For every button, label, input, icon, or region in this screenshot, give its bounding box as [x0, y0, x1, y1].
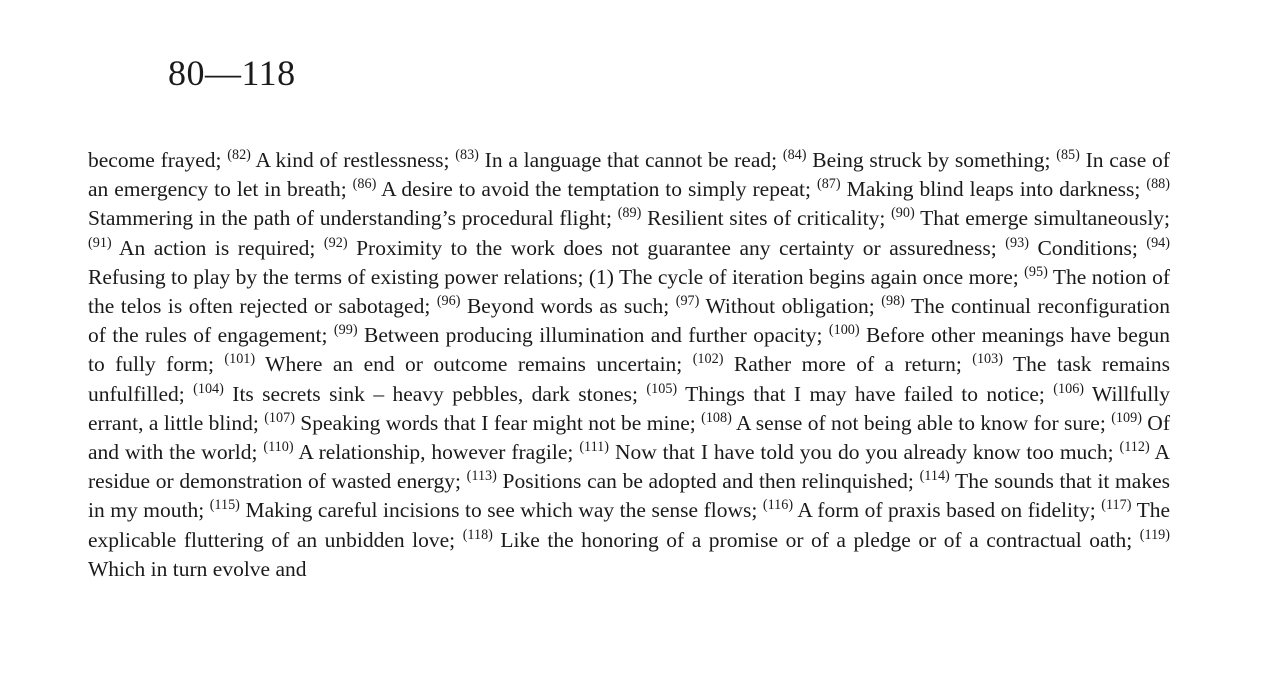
item-number: (118) — [462, 526, 493, 543]
item-number: (86) — [352, 176, 377, 193]
item-number: (103) — [972, 351, 1003, 368]
item-number: (114) — [919, 468, 950, 485]
item-number: (96) — [436, 292, 461, 309]
item-number: (88) — [1146, 176, 1170, 193]
item-number: (102) — [692, 351, 724, 368]
body-paragraph: become frayed; $^{(82)}$ A kind of restlessness; $^{(83)}$ In a language that cannot be read; $^{(84)}$ Being struck by something; $^{(85)}$ In case of an emergency to let in breath; $^{(86)}$ A desire to avoid the temptation to simply repeat; $^{(87)}$ Making blind leaps into darkness; $^{(88)}$ Stammering in the path of understanding’s procedural flight; $^{(89)}$ Resilient sites of criticality; $^{(90)}$ That emerge simultaneously; $^{(91)}$ An action is required; $^{(92)}$ Proximity to the work does not guarantee any certainty or assuredness; $^{(93)}$ Conditions; $^{(94)}$ Refusing to play by the terms of existing power relations; (1) The cycle of iteration begins again once more; $^{(95)}$ The notion of the telos is often rejected or sabotaged; $^{(96)}$ Beyond words as such; $^{(97)}$ Without obligation; $^{(98)}$ The continual reconfiguration of the rules of engagement; $^{(99)}$ Between producing illumination and further opacity; $^{(100)}$ Before other meanings have begun to fully form; $^{(101)}$ Where an end or outcome remains uncertain; $^{(102)}$ Rather more of a return; $^{(103)}$ The task remains unfulfilled; $^{(104)}$ Its secrets sink – heavy pebbles, dark stones; $^{(105)}$ Things that I may have failed to notice; $^{(106)}$ Willfully errant, a little blind; $^{(107)}$ Speaking words that I fear might not be mine; $^{(108)}$ A sense of not being able to know for sure; $^{(109)}$ Of and with the world; $^{(110)}$ A relationship, however fragile; $^{(111)}$ Now that I have told you do you already know too much; $^{(112)}$ A residue or demonstration of wasted energy; $^{(113)}$ Positions can be adopted and then relinquished; $^{(114)}$ The sounds that it makes in my mouth; $^{(115)}$ Making careful incisions to see which way the sense flows; $^{(116)}$ A form of praxis based on fidelity; $^{(117)}$ The explicable fluttering of an unbidden love; $^{(118)}$ Like the honoring of a promise or of a pledge or of a contractual oath; $^{(119)}$ Which in turn evolve and — [88, 146, 1171, 581]
item-number: (104) — [193, 380, 224, 397]
item-number: (89) — [617, 205, 642, 222]
item-number: (99) — [333, 322, 358, 339]
item-number: (107) — [264, 409, 295, 426]
item-number: (100) — [828, 322, 860, 339]
item-number: (105) — [646, 380, 678, 397]
item-number: (87) — [816, 176, 841, 193]
item-number: (110) — [263, 438, 294, 455]
page-title: 80—118 — [168, 53, 296, 93]
item-number: (83) — [455, 146, 479, 163]
item-number: (111) — [579, 438, 610, 455]
item-number: (92) — [323, 234, 348, 251]
item-number: (91) — [88, 234, 112, 251]
item-number: (95) — [1024, 263, 1048, 280]
item-number: (97) — [675, 292, 700, 309]
item-number: (101) — [224, 351, 256, 368]
item-number: (90) — [891, 205, 915, 222]
item-number: (108) — [701, 409, 732, 426]
item-number: (106) — [1053, 380, 1085, 397]
item-number: (115) — [209, 497, 240, 514]
item-number: (116) — [762, 497, 794, 514]
item-number: (119) — [1139, 526, 1170, 543]
item-number: (85) — [1056, 146, 1080, 163]
item-number: (94) — [1146, 234, 1170, 251]
item-number: (82) — [227, 146, 251, 163]
item-number: (84) — [782, 146, 807, 163]
item-number: (112) — [1119, 438, 1150, 455]
item-number: (113) — [466, 468, 497, 485]
item-number: (109) — [1111, 409, 1142, 426]
item-number: (98) — [881, 292, 905, 309]
item-number: (117) — [1101, 497, 1132, 514]
item-number: (93) — [1005, 234, 1029, 251]
